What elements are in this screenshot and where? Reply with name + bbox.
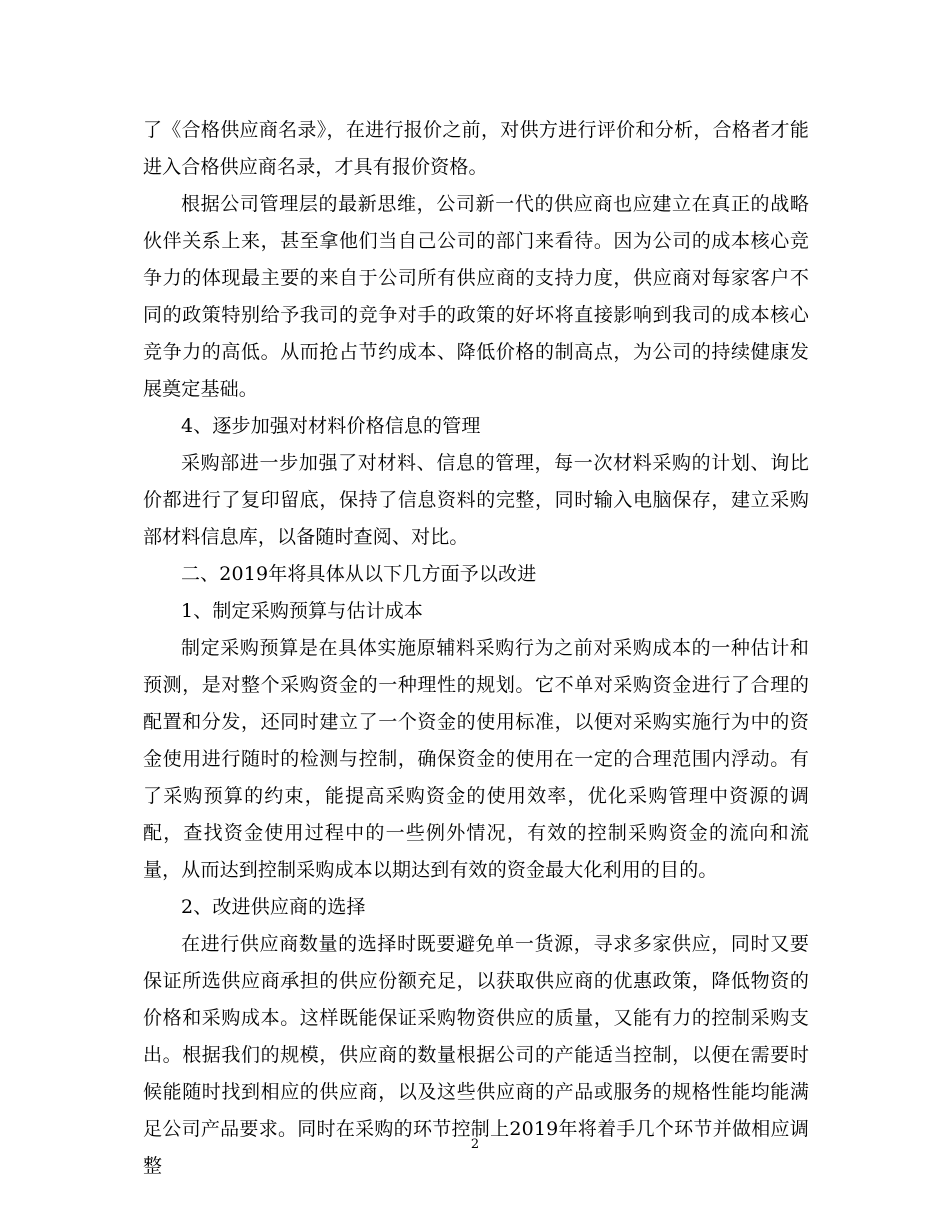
- heading-2019-improvements: 二、2019年将具体从以下几方面予以改进: [181, 563, 537, 585]
- paragraph-continuation: 了《合格供应商名录》，在进行报价之前，对供方进行评价和分析，合格者才能进入合格供应商名录，才具有报价资格。: [143, 119, 809, 178]
- document-body: [143, 112, 809, 1185]
- paragraph-info-management: 采购部进一步加强了对材料、信息的管理，每一次材料采购的计划、询比价都进行了复印留底，保持了信息资料的完整，同时输入电脑保存，建立采购部材料信息库，以备随时查阅、对比。: [143, 452, 809, 548]
- page-number: 2: [470, 1137, 480, 1152]
- heading-price-info-management: 4、逐步加强对材料价格信息的管理: [181, 415, 481, 437]
- paragraph-supplier-strategy: 根据公司管理层的最新思维，公司新一代的供应商也应建立在真正的战略伙伴关系上来，甚至拿他们当自己公司的部门来看待。因为公司的成本核心竞争力的体现最主要的来自于公司所有供应商的支持力度，供应商对每家客户不同的政策特别给予我司的竞争对手的政策的好坏将直接影响到我司的成本核心竞争力的高低。从而抢占节约成本、降低价格的制高点，为公司的持续健康发展奠定基础。: [143, 193, 809, 400]
- paragraph-supplier-selection: 在进行供应商数量的选择时既要避免单一货源，寻求多家供应，同时又要保证所选供应商承担的供应份额充足，以获取供应商的优惠政策，降低物资的价格和采购成本。这样既能保证采购物资供应的质量，又能有力的控制采购支出。根据我们的规模，供应商的数量根据公司的产能适当控制，以便在需要时候能随时找到相应的供应商，以及这些供应商的产品或服务的规格性能均能满足公司产品要求。同时在采购的环节控制上2019年将着手几个环节并做相应调整: [143, 933, 809, 1177]
- paragraph-budget: 制定采购预算是在具体实施原辅料采购行为之前对采购成本的一种估计和预测，是对整个采购资金的一种理性的规划。它不单对采购资金进行了合理的配置和分发，还同时建立了一个资金的使用标准，以便对采购实施行为中的资金使用进行随时的检测与控制，确保资金的使用在一定的合理范围内浮动。有了采购预算的约束，能提高采购资金的使用效率，优化采购管理中资源的调配，查找资金使用过程中的一些例外情况，有效的控制采购资金的流向和流量，从而达到控制采购成本以期达到有效的资金最大化利用的目的。: [143, 637, 809, 881]
- heading-supplier-selection: 2、改进供应商的选择: [181, 896, 366, 918]
- heading-budget-cost: 1、制定采购预算与估计成本: [181, 600, 424, 622]
